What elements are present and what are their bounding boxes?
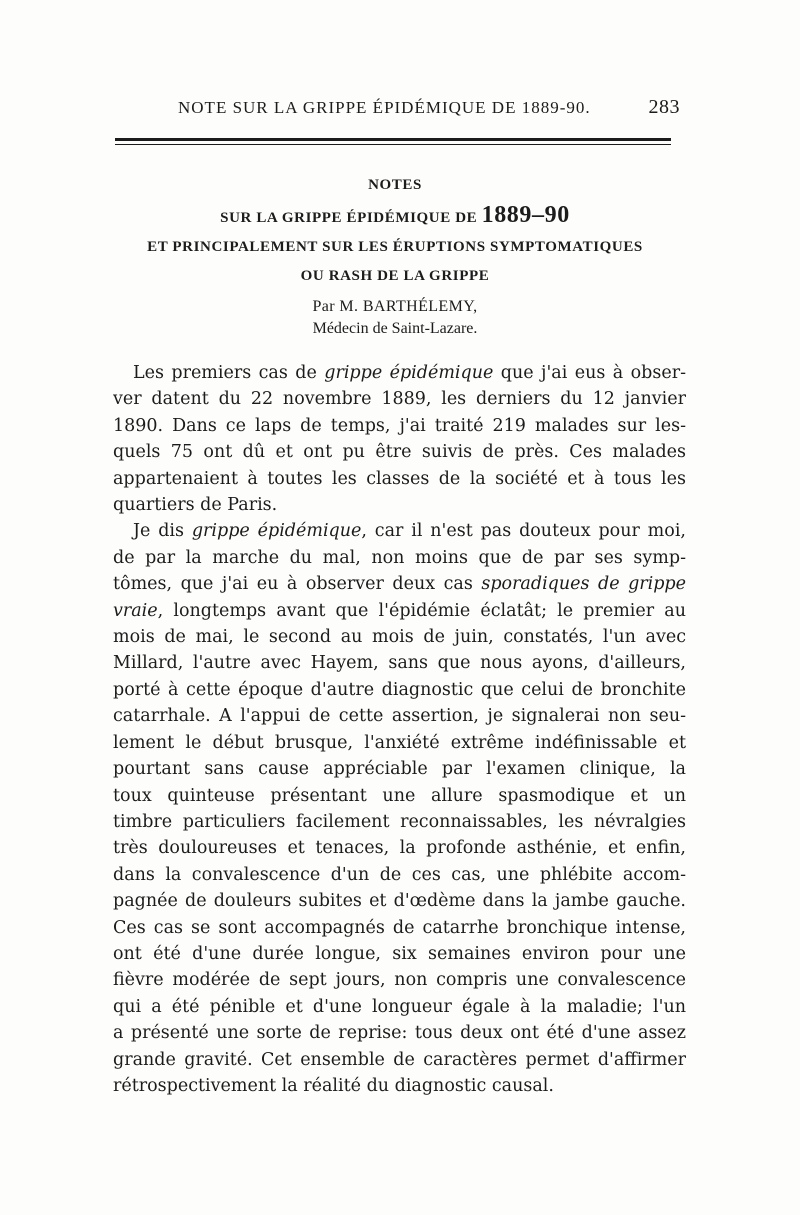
text-line (113, 650, 686, 676)
text-segment: , car il n'est pas douteux pour moi, (361, 521, 686, 542)
text-line (113, 862, 686, 888)
heading-year: 1889–90 (481, 202, 570, 228)
text-line (113, 756, 686, 782)
text-line (113, 1020, 686, 1046)
running-head (178, 96, 680, 119)
article-heading (110, 172, 680, 290)
text-line (113, 888, 686, 914)
paragraph-2 (113, 518, 686, 1099)
text-segment: que j'ai eus à obser- (493, 363, 686, 383)
text-segment: très douloureuses et tenaces, la profonde asthénie, et enfin, (113, 838, 686, 859)
text-segment: a présenté une sorte de reprise: tous deux ont été d'une assez (113, 1023, 686, 1044)
text-segment: quartiers de Paris. (113, 495, 278, 516)
text-line (113, 545, 686, 571)
header-rule-thick (115, 138, 671, 141)
text-segment: catarrhale. A l'appui de cette assertion, je signalerai non seu- (113, 706, 686, 727)
text-segment: Je dis (133, 521, 192, 542)
text-line (113, 677, 686, 703)
text-segment: toux quinteuse présentant une allure spasmodique et un (113, 785, 686, 806)
text-line (113, 492, 686, 518)
text-line (113, 1073, 686, 1099)
text-segment: mois de mai, le second au mois de juin, constatés, l'un avec (113, 627, 686, 648)
text-line (113, 598, 686, 624)
text-segment: rétrospectivement la réalité du diagnostic causal. (113, 1075, 554, 1096)
text-line (113, 915, 686, 941)
running-head-title: NOTE SUR LA GRIPPE ÉPIDÉMIQUE DE 1889-90. (178, 98, 591, 117)
text-segment: lement le début brusque, l'anxiété extrême indéfinissable et (113, 732, 686, 753)
italic-text: grippe épidémique (191, 521, 362, 542)
text-segment: Les premiers cas de (133, 363, 325, 383)
text-line (113, 835, 686, 861)
text-segment: grande gravité. Cet ensemble de caractères permet d'affirmer (113, 1049, 686, 1070)
italic-text: vraie (113, 600, 158, 621)
text-segment: ont été d'une durée longue, six semaines environ pour une (113, 943, 686, 964)
affiliation: Médecin de Saint-Lazare. (312, 320, 478, 337)
text-segment: pourtant sans cause appréciable par l'examen clinique, la (113, 759, 686, 780)
paragraph-1 (113, 360, 686, 518)
heading-line-1: NOTES (368, 177, 422, 193)
text-segment: tômes, que j'ai eu à observer deux cas (113, 574, 482, 595)
author: Par M. BARTHÉLEMY, (312, 298, 478, 315)
text-line (113, 1047, 686, 1073)
text-segment: pagnée de douleurs subites et d'œdème dans la jambe gauche. (113, 891, 686, 912)
text-segment: fièvre modérée de sept jours, non compris une convalescence (113, 970, 686, 991)
text-segment: Ces cas se sont accompagnés de catarrhe bronchique intense, (113, 917, 686, 938)
text-line (113, 466, 686, 492)
body-text (113, 360, 686, 1099)
text-line (113, 439, 686, 465)
text-line (113, 730, 686, 756)
text-segment: qui a été pénible et d'une longueur égale à la maladie; l'un (113, 996, 686, 1017)
text-line (113, 360, 686, 386)
heading-line-2-text: SUR LA GRIPPE ÉPIDÉMIQUE DE (220, 210, 478, 226)
text-line (113, 386, 686, 412)
text-line (113, 967, 686, 993)
page-number: 283 (648, 96, 680, 118)
text-line (113, 624, 686, 650)
text-segment: timbre particuliers facilement reconnaissables, les névralgies (113, 811, 686, 832)
text-segment: 1890. Dans ce laps de temps, j'ai traité 219 malades sur les- (113, 415, 686, 436)
text-segment: dans la convalescence d'un de ces cas, une phlébite accom- (113, 864, 686, 885)
text-segment: porté à cette époque d'autre diagnostic que celui de bronchite (113, 679, 686, 700)
text-segment: de par la marche du mal, non moins que de par ses symp- (113, 547, 686, 568)
text-segment: , longtemps avant que l'épidémie éclatât; le premier au (157, 600, 686, 621)
text-line (113, 809, 686, 835)
text-line (113, 518, 686, 544)
heading-line-3: ET PRINCIPALEMENT SUR LES ÉRUPTIONS SYMPTOMATIQUES (147, 239, 643, 255)
text-segment: appartenaient à toutes les classes de la société et à tous les (113, 468, 686, 489)
text-segment: ver datent du 22 novembre 1889, les derniers du 12 janvier (113, 389, 686, 410)
heading-line-2 (110, 198, 680, 232)
text-segment: Millard, l'autre avec Hayem, sans que nous ayons, d'ailleurs, (113, 653, 686, 674)
text-line (113, 571, 686, 597)
text-line (113, 413, 686, 439)
text-line (113, 703, 686, 729)
text-line (113, 941, 686, 967)
italic-text: grippe épidémique (324, 363, 494, 383)
header-rule-thin (115, 144, 671, 145)
heading-line-4: OU RASH DE LA GRIPPE (300, 268, 490, 284)
italic-text: sporadiques de grippe (481, 574, 686, 595)
byline (110, 296, 680, 340)
text-segment: quels 75 ont dû et ont pu être suivis de près. Ces malades (113, 442, 686, 463)
text-line (113, 994, 686, 1020)
text-line (113, 783, 686, 809)
